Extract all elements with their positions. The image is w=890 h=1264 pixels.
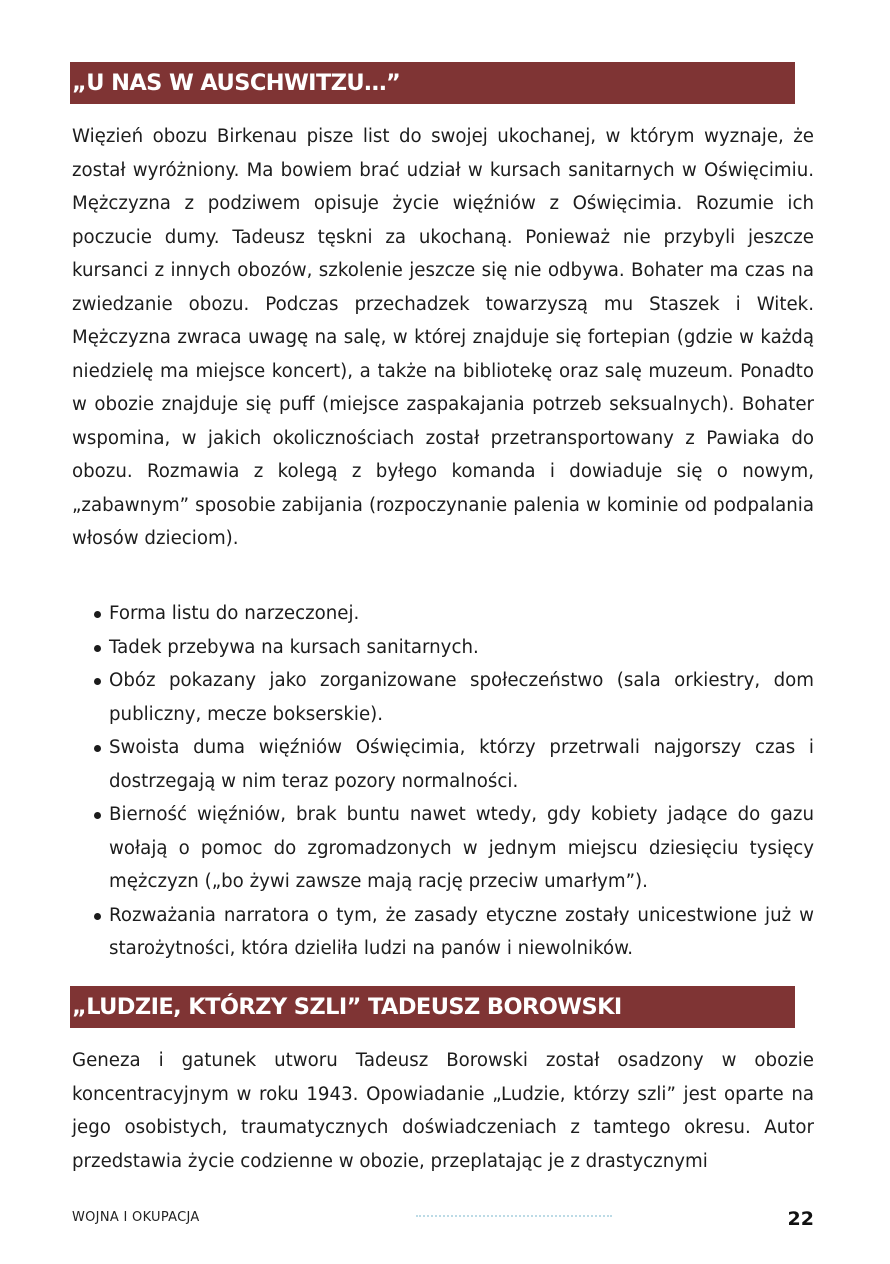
- list-item-text: Rozważania narratora o tym, że zasady etyczne zostały unicestwione już w starożytności, która dzieliła ludzi na panów i niewolników.: [109, 904, 814, 959]
- bullet-dot-icon: [94, 913, 101, 920]
- list-item-text: Bierność więźniów, brak buntu nawet wtedy, gdy kobiety jadące do gazu wołają o pomoc do zgromadzonych w jednym miejscu dziesięciu tysięcy mężczyzn („bo żywi zawsze mają rację przeciw umarłym”).: [109, 804, 814, 892]
- bullet-dot-icon: [94, 611, 101, 618]
- list-item: [72, 731, 814, 798]
- list-item-text: Swoista duma więźniów Oświęcimia, którzy przetrwali najgorszy czas i dostrzegają w nim teraz pozory normalności.: [109, 737, 814, 792]
- list-item: [72, 664, 814, 731]
- section-heading-ludzie-ktorzy-szli: „LUDZIE, KTÓRZY SZLI” TADEUSZ BOROWSKI: [70, 986, 795, 1028]
- list-item-text: Tadek przebywa na kursach sanitarnych.: [109, 636, 479, 658]
- section-paragraph-summary: Więzień obozu Birkenau pisze list do swojej ukochanej, w którym wyznaje, że został wyróżniony. Ma bowiem brać udział w kursach sanitarnych w Oświęcimiu. Mężczyzna z podziwem opisuje życie więźniów z Oświęcimia. Rozumie ich poczucie dumy. Tadeusz tęskni za ukochaną. Ponieważ nie przybyli jeszcze kursanci z innych obozów, szkolenie jeszcze się nie odbywa. Bohater ma czas na zwiedzanie obozu. Podczas przechadzek towarzyszą mu Staszek i Witek. Mężczyzna zwraca uwagę na salę, w której znajduje się fortepian (gdzie w każdą niedzielę ma miejsce koncert), a także na bibliotekę oraz salę muzeum. Ponadto w obozie znajduje się puff (miejsce zaspakajania potrzeb seksualnych). Bohater wspomina, w jakich okolicznościach został przetransportowany z Pawiaka do obozu. Rozmawia z kolegą z byłego komanda i dowiaduje się o nowym, „zabawnym” sposobie zabijania (rozpoczynanie palenia w kominie od podpalania włosów dzieciom).: [72, 126, 814, 549]
- bullet-list: [72, 597, 814, 966]
- bullet-dot-icon: [94, 645, 101, 652]
- list-item-text: Forma listu do narzeczonej.: [109, 603, 360, 624]
- list-item: [72, 899, 814, 966]
- bullet-dot-icon: [94, 812, 101, 819]
- list-item: [72, 798, 814, 899]
- bullet-dot-icon: [94, 745, 101, 752]
- list-item: [72, 597, 814, 631]
- section-heading-u-nas-w-auschwitzu: „U NAS W AUSCHWITZU…”: [70, 62, 795, 104]
- page-number: 22: [787, 1208, 814, 1230]
- list-item: [72, 631, 814, 665]
- list-item-text: Obóz pokazany jako zorganizowane społeczeństwo (sala orkiestry, dom publiczny, mecze bokserskie).: [109, 670, 814, 725]
- section-paragraph-genesis: Geneza i gatunek utworu Tadeusz Borowski został osadzony w obozie koncentracyjnym w roku 1943. Opowiadanie „Ludzie, którzy szli” jest oparte na jego osobistych, traumatycznych doświadczeniach z tamtego okresu. Autor przedstawia życie codzienne w obozie, przeplatając je z drastycznymi: [72, 1050, 814, 1172]
- footer-divider: [416, 1215, 612, 1217]
- footer-section-label: WOJNA I OKUPACJA: [72, 1210, 200, 1225]
- bullet-dot-icon: [94, 678, 101, 685]
